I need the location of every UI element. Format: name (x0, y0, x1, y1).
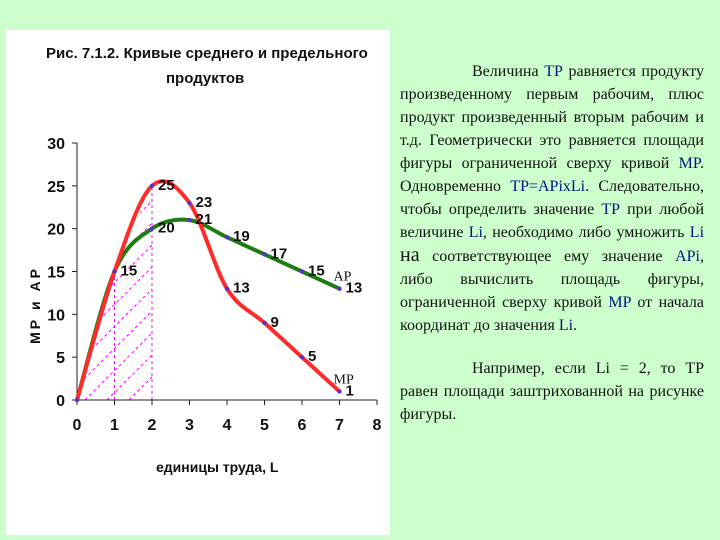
data-label: 9 (270, 313, 279, 331)
x-tick-label: 6 (297, 417, 307, 434)
data-label: 21 (195, 211, 213, 229)
text-run: на (400, 244, 420, 266)
y-tick-label: 30 (47, 136, 65, 153)
data-point (337, 286, 341, 290)
x-tick-label: 1 (110, 417, 119, 434)
data-point (75, 398, 79, 402)
data-label: 20 (158, 219, 175, 237)
chart-panel (6, 30, 390, 535)
hatch-line (6, 140, 81, 400)
data-labels (121, 177, 363, 400)
hatch-line (173, 140, 390, 400)
chart-title-line-2: продуктов (166, 70, 245, 87)
hatch-line (151, 140, 390, 400)
y-tick-label: 10 (47, 307, 65, 325)
highlight-term: ТР (544, 63, 563, 80)
text-run: . Следовательно, чтобы определить значение (400, 178, 704, 218)
x-tick-label: 3 (185, 417, 194, 434)
data-point (187, 218, 191, 222)
data-point (187, 201, 191, 205)
data-label: 15 (308, 262, 325, 280)
y-tick-label: 0 (56, 393, 65, 410)
text-run: , необходимо либо умножить (482, 224, 690, 241)
highlight-term: APi (675, 248, 700, 265)
x-tick-label: 2 (147, 417, 157, 434)
text-panel (400, 60, 704, 426)
hatch-line (195, 140, 390, 400)
data-point (225, 235, 229, 239)
x-tick-label: 8 (372, 417, 382, 434)
hatch-line (261, 140, 390, 400)
hatch-line (63, 140, 323, 400)
hatch-line (6, 140, 125, 400)
y-tick-label: 25 (47, 178, 65, 196)
highlight-term: MP (678, 155, 700, 172)
highlight-term: TP=APixLi (510, 178, 586, 195)
y-tick-label: 5 (56, 350, 65, 368)
highlight-term: ТР (601, 201, 620, 218)
data-point (112, 269, 116, 273)
data-label: 17 (270, 245, 288, 263)
x-tick-label: 5 (260, 417, 269, 434)
highlight-term: Li (689, 224, 705, 241)
text-run: . (573, 317, 578, 334)
data-label: 15 (120, 262, 138, 280)
data-label: 1 (345, 382, 354, 400)
y-tick-label: 15 (47, 264, 65, 282)
data-point (225, 286, 229, 290)
series-label-1: МР (333, 372, 354, 388)
y-tick-label: 20 (47, 221, 65, 239)
data-label: 23 (195, 193, 213, 211)
highlight-term: MP (608, 294, 631, 311)
y-axis-label: МР и АР (27, 266, 43, 344)
text-run: равняется продукту произведенному первым рабочим, плюс продукт произведенный вторым рабочим и т.д. Геометрически это равняется площади фигуры ограниченной сверху кривой (400, 63, 704, 172)
text-run: при любой величине (400, 201, 705, 241)
data-label: 13 (345, 279, 363, 297)
chart-svg (6, 30, 390, 535)
x-tick-label: 4 (222, 417, 232, 434)
series-label-0: АР (333, 269, 352, 285)
highlight-term: Li (558, 317, 574, 334)
data-point (150, 226, 154, 230)
data-point (300, 269, 304, 273)
hatch-line (371, 140, 390, 400)
data-point (150, 184, 154, 188)
text-run: . Одновременно (400, 155, 704, 195)
data-point (300, 355, 304, 359)
hatch-line (107, 140, 367, 400)
x-axis-label: единицы труда, L (156, 459, 279, 475)
highlight-term: Li (468, 224, 483, 241)
data-point (262, 252, 266, 256)
data-point (337, 389, 341, 393)
data-label: 13 (233, 279, 250, 297)
text-run: от начала координат до значения (400, 294, 704, 334)
x-tick-label: 0 (72, 417, 82, 434)
x-tick-label: 7 (335, 417, 344, 434)
hatch-line (349, 140, 390, 400)
paragraph-tp-explanation (400, 60, 704, 337)
text-run: , либо вычислить площадь фигуры, ограниченной сверху кривой (400, 248, 704, 311)
text-run: соответствующее ему значение (419, 248, 676, 265)
data-label: 25 (158, 176, 175, 194)
data-label: 19 (233, 228, 250, 246)
chart-title-line-1: Рис. 7.1.2. Кривые среднего и предельного (46, 45, 368, 62)
data-label: 5 (308, 348, 317, 366)
data-point (262, 321, 266, 325)
text-run: Величина (472, 63, 545, 80)
paragraph-example: Например, если Li = 2, то ТР равен площади заштрихованной на рисунке фигуры. (400, 360, 704, 423)
